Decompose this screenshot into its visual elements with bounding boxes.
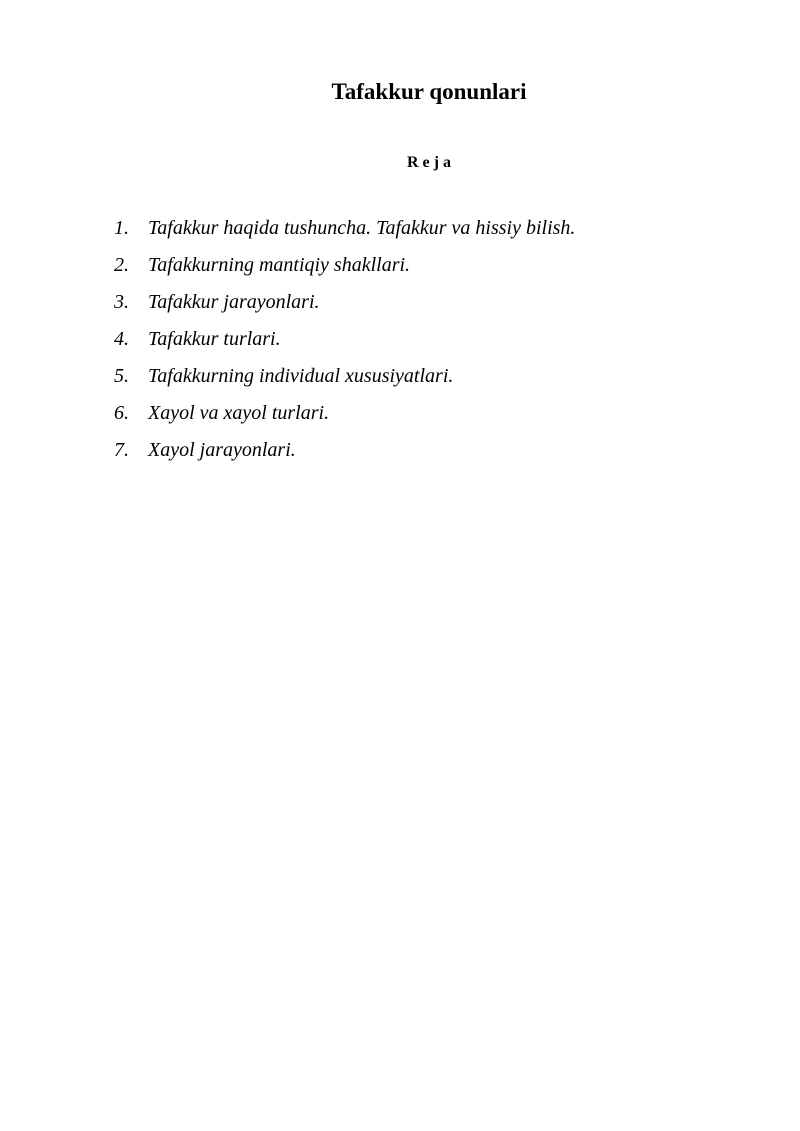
list-item-number: 5. [114, 365, 129, 387]
list-item-text: Tafakkur jarayonlari. [148, 291, 320, 313]
list-item-number: 3. [114, 291, 129, 313]
plan-heading: R e j a [407, 154, 451, 171]
list-item-text: Tafakkur haqida tushuncha. Tafakkur va hissiy bilish. [148, 217, 576, 239]
list-item [114, 399, 575, 436]
list-item [114, 362, 575, 399]
list-item [114, 288, 575, 325]
list-item [114, 325, 575, 362]
list-item-text: Xayol va xayol turlari. [148, 402, 330, 424]
list-item-text: Tafakkurning individual xususiyatlari. [148, 365, 454, 387]
list-item-number: 2. [114, 254, 129, 276]
list-item-number: 6. [114, 402, 129, 424]
plan-list [114, 214, 575, 473]
list-item [114, 436, 575, 473]
list-item-text: Tafakkur turlari. [148, 328, 281, 350]
list-item-number: 1. [114, 217, 129, 239]
list-item [114, 214, 575, 251]
document-title: Tafakkur qonunlari [331, 79, 527, 104]
list-item-number: 7. [114, 439, 129, 461]
list-item-number: 4. [114, 328, 129, 350]
list-item-text: Tafakkurning mantiqiy shakllari. [148, 254, 411, 276]
list-item [114, 251, 575, 288]
list-item-text: Xayol jarayonlari. [148, 439, 296, 461]
